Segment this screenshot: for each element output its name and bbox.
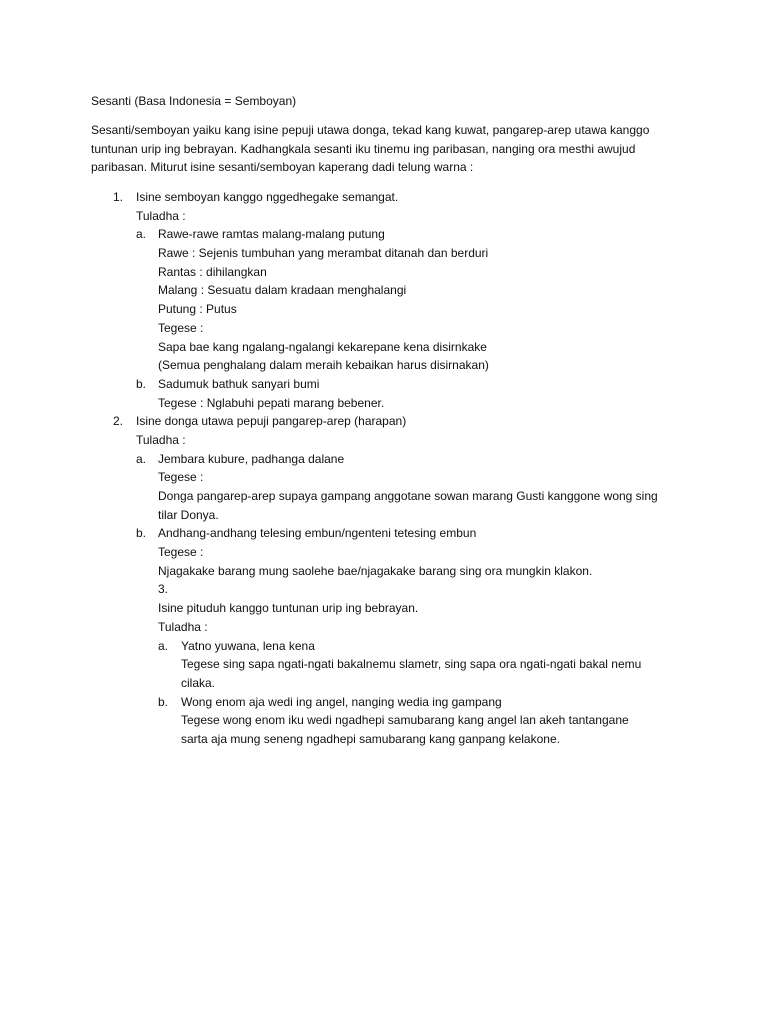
sub-title: Yatno yuwana, lena kena <box>181 638 315 653</box>
sub-letter: a. <box>158 638 169 653</box>
sub-line: Tegese : <box>158 470 204 485</box>
sub-item-b <box>0 375 768 394</box>
document-title: Sesanti (Basa Indonesia = Semboyan) <box>91 94 297 108</box>
intro-line: tuntunan urip ing bebrayan. Kadhangkala sesanti iku tinemu ing paribasan, nanging ora mesthi awujud <box>91 141 636 156</box>
sub-line: sarta aja mung seneng ngadhepi samubarang kang ganpang kelakone. <box>181 731 560 746</box>
list-heading: Isine pituduh kanggo tuntunan urip ing bebrayan. <box>158 601 419 616</box>
sub-line: Rawe : Sejenis tumbuhan yang merambat ditanah dan berduri <box>158 246 489 261</box>
tuladha-label: Tuladha : <box>158 619 208 634</box>
sub-line: cilaka. <box>181 675 216 690</box>
sub-line: Tegese : Nglabuhi pepati marang bebener. <box>158 395 385 410</box>
sub-letter: b. <box>136 376 147 391</box>
list-number: 3. <box>158 582 169 597</box>
list-item-2 <box>0 412 768 431</box>
sub-letter: a. <box>136 227 147 242</box>
sub-line: Putung : Putus <box>158 302 237 317</box>
sub-item-b <box>0 524 768 543</box>
list-heading: Isine semboyan kanggo nggedhegake semangat. <box>136 190 399 204</box>
intro-line: paribasan. Miturut isine sesanti/semboyan kaperang dadi telung warna : <box>91 160 474 175</box>
sub-item-a <box>0 225 768 244</box>
sub-line: Rantas : dihilangkan <box>158 264 267 279</box>
sesanti-list <box>0 188 768 749</box>
sub-line: Malang : Sesuatu dalam kradaan menghalangi <box>158 283 407 298</box>
sub-line: Tegese : <box>158 545 204 560</box>
sub-title: Andhang-andhang telesing embun/ngenteni tetesing embun <box>158 526 477 541</box>
list-number: 1. <box>113 190 124 204</box>
intro-paragraph <box>91 121 691 177</box>
tuladha-label: Tuladha : <box>136 432 186 447</box>
sub-line: Tegese wong enom iku wedi ngadhepi samubarang kang angel lan akeh tantangane <box>181 713 629 728</box>
sub-line: Tegese sing sapa ngati-ngati bakalnemu slametr, sing sapa ora ngati-ngati bakal nemu <box>181 657 642 672</box>
sub-line: Tegese : <box>158 320 204 335</box>
sub-item-b <box>0 693 768 712</box>
sub-letter: b. <box>136 526 147 541</box>
sub-title: Sadumuk bathuk sanyari bumi <box>158 376 320 391</box>
sub-line: Njagakake barang mung saolehe bae/njagakake barang sing ora mungkin klakon. <box>158 563 593 578</box>
sub-title: Jembara kubure, padhanga dalane <box>158 451 345 466</box>
sub-item-a <box>0 637 768 656</box>
sub-item-a <box>0 450 768 469</box>
intro-line: Sesanti/semboyan yaiku kang isine pepuji utawa donga, tekad kang kuwat, pangarep-arep utawa kanggo <box>91 123 650 137</box>
list-heading: Isine donga utawa pepuji pangarep-arep (harapan) <box>136 414 407 429</box>
sub-title: Wong enom aja wedi ing angel, nanging wedia ing gampang <box>181 694 502 709</box>
sub-letter: b. <box>158 694 169 709</box>
sub-title: Rawe-rawe ramtas malang-malang putung <box>158 227 385 242</box>
sub-line: (Semua penghalang dalam meraih kebaikan harus disirnakan) <box>158 358 489 373</box>
list-number: 2. <box>113 414 124 429</box>
list-item-1 <box>0 188 768 207</box>
tuladha-label: Tuladha : <box>136 208 186 223</box>
sub-letter: a. <box>136 451 147 466</box>
sub-line: Sapa bae kang ngalang-ngalangi kekarepane kena disirnkake <box>158 339 487 354</box>
list-item-3 <box>0 599 768 618</box>
sub-line: Donga pangarep-arep supaya gampang anggotane sowan marang Gusti kanggone wong sing <box>158 489 658 503</box>
sub-line: tilar Donya. <box>158 507 219 522</box>
